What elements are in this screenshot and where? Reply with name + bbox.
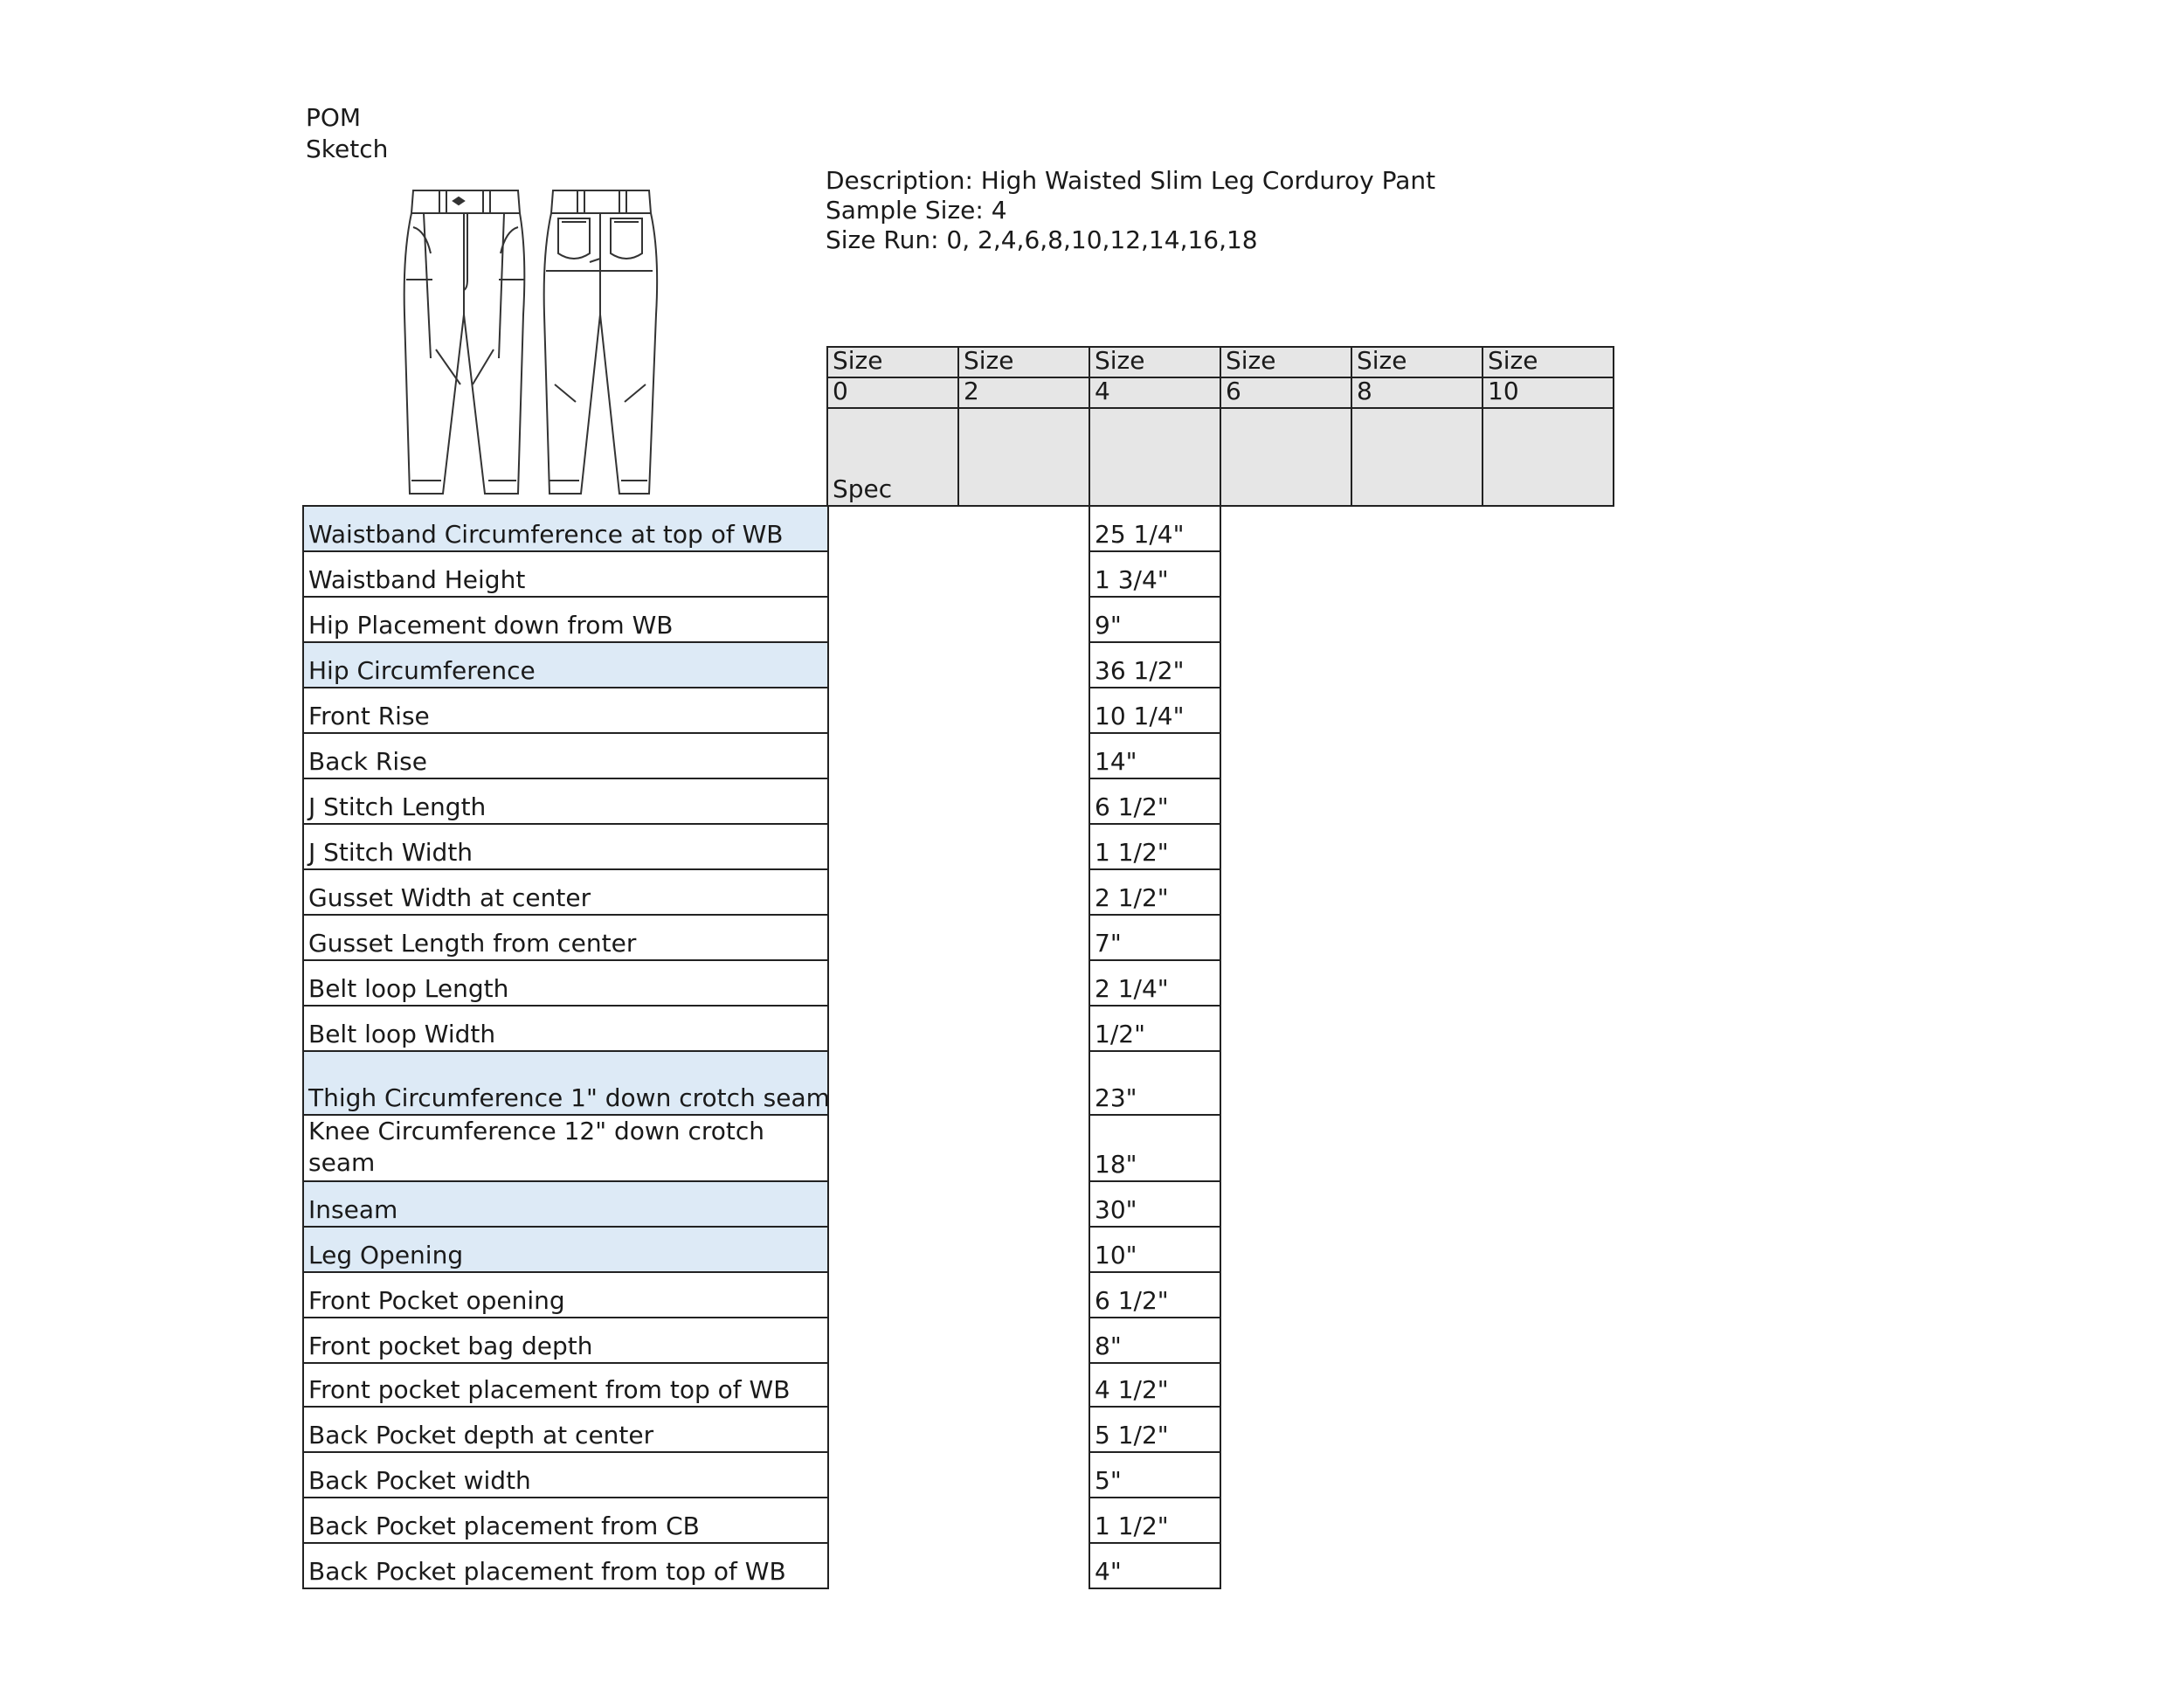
spec-value-cell: 14" — [1089, 732, 1221, 779]
size-column-label: Size — [826, 346, 959, 378]
size-column-value: 4 — [1089, 377, 1221, 409]
spec-value-cell: 18" — [1089, 1114, 1221, 1182]
spec-value-cell: 1/2" — [1089, 1005, 1221, 1052]
size-column-value: 8 — [1351, 377, 1483, 409]
spec-value-cell: 6 1/2" — [1089, 778, 1221, 825]
pom-name-cell: J Stitch Width — [302, 823, 829, 870]
pom-name-cell: Front pocket bag depth — [302, 1317, 829, 1364]
spec-blank-cell — [1482, 407, 1614, 507]
pom-name-cell: Leg Opening — [302, 1226, 829, 1273]
spec-label-cell: Spec — [826, 407, 959, 507]
pom-name-cell: Waistband Height — [302, 550, 829, 598]
spec-value-cell: 2 1/4" — [1089, 959, 1221, 1007]
spec-blank-cell — [1220, 407, 1352, 507]
spec-blank-cell — [1089, 407, 1221, 507]
size-column-label: Size — [1351, 346, 1483, 378]
size-column-value: 10 — [1482, 377, 1614, 409]
spec-value-cell: 1 3/4" — [1089, 550, 1221, 598]
spec-value-cell: 10 1/4" — [1089, 687, 1221, 734]
pom-name-cell: Knee Circumference 12" down crotch seam — [302, 1114, 829, 1182]
spec-blank-cell — [1351, 407, 1483, 507]
spec-value-cell: 7" — [1089, 914, 1221, 961]
spec-value-cell: 4 1/2" — [1089, 1362, 1221, 1408]
spec-value-cell: 10" — [1089, 1226, 1221, 1273]
description-line: Description: High Waisted Slim Leg Corduroy Pant — [826, 166, 1436, 195]
pom-name-cell: Front Pocket opening — [302, 1271, 829, 1318]
pom-name-cell: Front Rise — [302, 687, 829, 734]
spec-value-cell: 30" — [1089, 1180, 1221, 1228]
size-column-label: Size — [1482, 346, 1614, 378]
spec-value-cell: 9" — [1089, 596, 1221, 643]
size-column-label: Size — [957, 346, 1090, 378]
spec-value-cell: 2 1/2" — [1089, 868, 1221, 916]
pom-name-cell: Back Pocket depth at center — [302, 1406, 829, 1453]
pom-name-cell: Back Pocket placement from top of WB — [302, 1542, 829, 1589]
size-column-label: Size — [1089, 346, 1221, 378]
pom-name-cell: Hip Placement down from WB — [302, 596, 829, 643]
spec-value-cell: 5" — [1089, 1451, 1221, 1498]
front-view-sketch — [404, 190, 525, 494]
pom-name-cell: Waistband Circumference at top of WB — [302, 505, 829, 552]
spec-value-cell: 4" — [1089, 1542, 1221, 1589]
pant-technical-sketch — [397, 175, 668, 498]
size-column-value: 2 — [957, 377, 1090, 409]
pom-name-cell: Hip Circumference — [302, 641, 829, 688]
size-run-line: Size Run: 0, 2,4,6,8,10,12,14,16,18 — [826, 225, 1258, 254]
sample-size-line: Sample Size: 4 — [826, 196, 1007, 225]
pom-name-cell: Back Rise — [302, 732, 829, 779]
pom-name-cell: Thigh Circumference 1" down crotch seam — [302, 1050, 829, 1116]
size-column-label: Size — [1220, 346, 1352, 378]
pom-name-cell: Gusset Width at center — [302, 868, 829, 916]
sketch-title: Sketch — [306, 135, 389, 163]
pom-name-cell: Belt loop Length — [302, 959, 829, 1007]
pom-name-cell: Back Pocket width — [302, 1451, 829, 1498]
back-view-sketch — [544, 190, 657, 494]
size-column-value: 0 — [826, 377, 959, 409]
pom-name-cell: Belt loop Width — [302, 1005, 829, 1052]
pom-name-cell: Front pocket placement from top of WB — [302, 1362, 829, 1408]
pom-name-cell: Gusset Length from center — [302, 914, 829, 961]
pom-name-cell: Back Pocket placement from CB — [302, 1497, 829, 1544]
spec-value-cell: 1 1/2" — [1089, 823, 1221, 870]
spec-value-cell: 6 1/2" — [1089, 1271, 1221, 1318]
spec-value-cell: 8" — [1089, 1317, 1221, 1364]
pom-name-cell: Inseam — [302, 1180, 829, 1228]
pom-title: POM — [306, 103, 362, 132]
pom-name-cell: J Stitch Length — [302, 778, 829, 825]
spec-value-cell: 23" — [1089, 1050, 1221, 1116]
spec-value-cell: 25 1/4" — [1089, 505, 1221, 552]
spec-value-cell: 5 1/2" — [1089, 1406, 1221, 1453]
spec-value-cell: 36 1/2" — [1089, 641, 1221, 688]
spec-blank-cell — [957, 407, 1090, 507]
size-column-value: 6 — [1220, 377, 1352, 409]
spec-value-cell: 1 1/2" — [1089, 1497, 1221, 1544]
